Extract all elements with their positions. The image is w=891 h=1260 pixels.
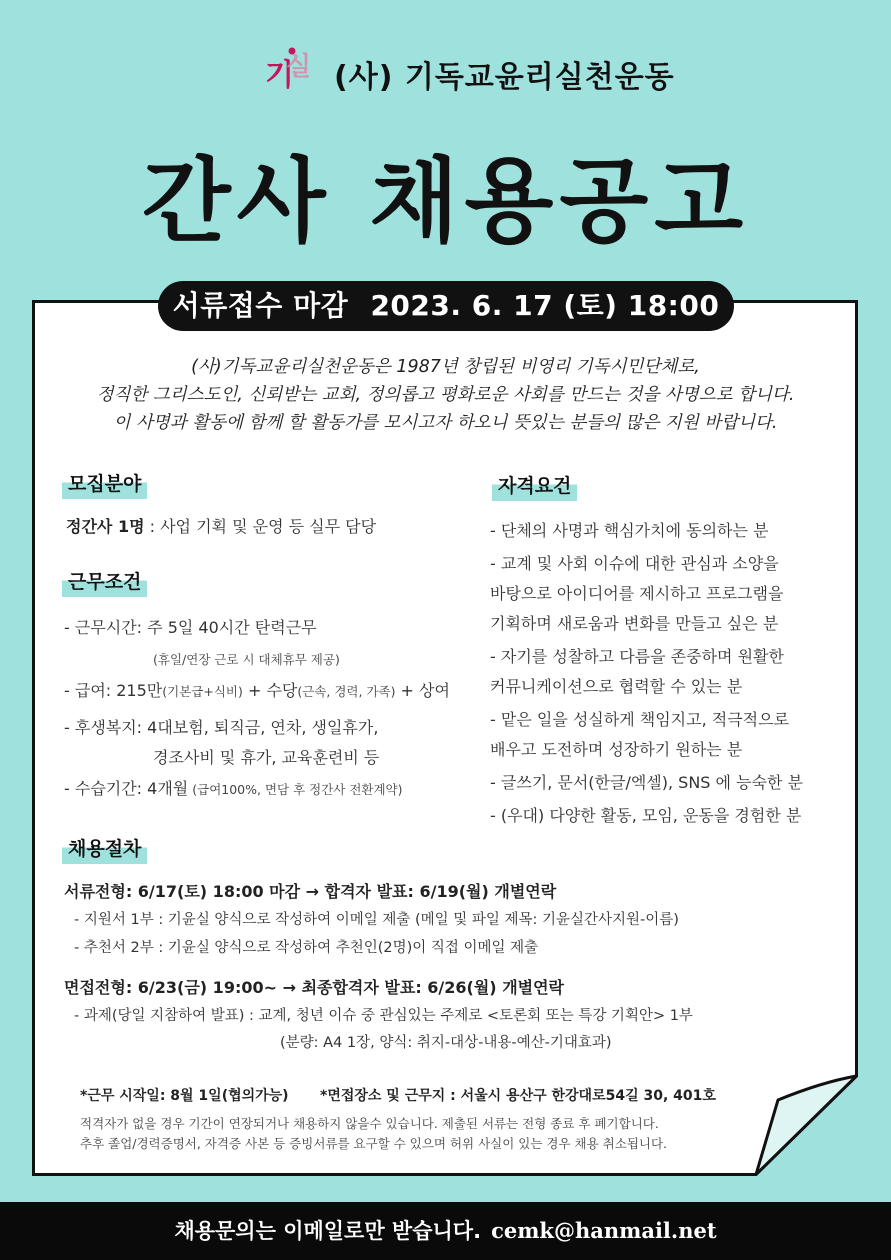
probation-period: - 수습기간: 4개월 <box>64 779 189 798</box>
intro-line: (사)기독교윤리실천운동은 1987년 창립된 비영리 기독시민단체로, <box>191 357 700 377</box>
contact-footer <box>0 1202 891 1260</box>
list-item: - 자기를 성찰하고 다름을 존중하며 원활한 <box>490 647 784 666</box>
document-stage: 서류전형: 6/17(토) 18:00 마감 → 합격자 발표: 6/19(월) 개별연락 <box>64 882 557 901</box>
interview-assignment-format: (분량: A4 1장, 양식: 취지-대상-내용-예산-기대효과) <box>280 1035 612 1051</box>
deadline-label: 서류접수 마감 <box>172 289 349 322</box>
organization-name: (사) 기독교윤리실천운동 <box>334 60 675 95</box>
process-heading: 채용절차 <box>62 834 147 864</box>
start-date-note: *근무 시작일: 8월 1일(협의가능) <box>80 1088 289 1104</box>
qualifications-heading: 자격요건 <box>492 471 577 501</box>
list-item: 바탕으로 아이디어를 제시하고 프로그램을 <box>490 584 784 603</box>
list-item: 커뮤니케이션으로 협력할 수 있는 분 <box>490 677 743 696</box>
intro-text <box>40 353 851 437</box>
salary-base-note: (기본급+식비) <box>162 684 243 699</box>
list-item: 배우고 도전하며 성장하기 원하는 분 <box>490 740 743 759</box>
svg-text:실: 실 <box>286 52 312 82</box>
deadline-banner <box>158 281 734 331</box>
svg-text:기: 기 <box>265 58 294 93</box>
probation-line <box>64 774 403 805</box>
interview-assignment: - 과제(당일 지참하여 발표) : 교계, 청년 이슈 중 관심있는 주제로 <토론회 또는 특강 기획안> 1부 <box>74 1008 693 1024</box>
intro-line: 정직한 그리스도인, 신뢰받는 교회, 정의롭고 평화로운 사회를 만드는 것을 사명으로 합니다. <box>96 385 795 405</box>
list-item: - 단체의 사명과 핵심가치에 동의하는 분 <box>490 521 769 540</box>
document-requirement-1: - 지원서 1부 : 기윤실 양식으로 작성하여 이메일 제출 (메일 및 파일 제목: 기윤실간사지원-이름) <box>74 912 679 928</box>
deadline-date: 2023. 6. 17 (토) 18:00 <box>370 289 720 322</box>
salary-allowance-note: (근속, 경력, 가족) <box>297 684 396 699</box>
qualifications-list <box>490 516 803 831</box>
contact-email[interactable]: cemk@hanmail.net <box>491 1218 717 1243</box>
work-hours-note: (휴일/연장 근로 시 대체휴무 제공) <box>153 652 340 667</box>
list-item: - 글쓰기, 문서(한글/엑셀), SNS 에 능숙한 분 <box>490 773 804 792</box>
salary-base: - 급여: 215만 <box>64 681 163 700</box>
list-item: - (우대) 다양한 활동, 모임, 운동을 경험한 분 <box>490 806 802 825</box>
workplace-note: *면접장소 및 근무지 : 서울시 용산구 한강대로54길 30, 401호 <box>320 1088 716 1104</box>
welfare-line-2: 경조사비 및 휴가, 교육훈련비 등 <box>153 748 380 767</box>
intro-line: 이 사명과 활동에 함께 할 활동가를 모시고자 하오니 뜻있는 분들의 많은 지원 바랍니다. <box>113 413 778 433</box>
interview-stage: 면접전형: 6/23(금) 19:00~ → 최종합격자 발표: 6/26(월) 개별연락 <box>64 978 565 997</box>
work-hours: - 근무시간: 주 5일 40시간 탄력근무 <box>64 618 317 637</box>
recruit-position: 정간사 1명 <box>66 517 145 536</box>
probation-note: (급여100%, 면담 후 정간사 전환계약) <box>188 782 403 797</box>
disclaimer-line-2: 추후 졸업/경력증명서, 자격증 사본 등 증빙서류를 요구할 수 있으며 허위 사실이 있는 경우 채용 취소됩니다. <box>80 1136 668 1151</box>
document-requirement-2: - 추천서 2부 : 기윤실 양식으로 작성하여 추천인(2명)이 직접 이메일 제출 <box>74 940 539 956</box>
salary-line <box>64 676 450 707</box>
contact-label: 채용문의는 이메일로만 받습니다. <box>174 1219 482 1243</box>
organization-logo <box>262 45 320 103</box>
welfare-line-1: - 후생복지: 4대보험, 퇴직금, 연차, 생일휴가, <box>64 718 379 737</box>
recruit-heading: 모집분야 <box>62 469 147 499</box>
list-item: - 교계 및 사회 이슈에 대한 관심과 소양을 <box>490 554 779 573</box>
page-title: 간사 채용공고 <box>141 148 750 255</box>
recruit-position-line <box>66 512 376 542</box>
salary-allowance: + 수당 <box>242 681 298 700</box>
disclaimer-line-1: 적격자가 없을 경우 기간이 연장되거나 채용하지 않을수 있습니다. 제출된 서류는 전형 종료 후 폐기합니다. <box>80 1116 659 1131</box>
list-item: 기획하며 새로움과 변화를 만들고 싶은 분 <box>490 614 779 633</box>
list-item: - 맡은 일을 성실하게 책임지고, 적극적으로 <box>490 710 790 729</box>
conditions-heading: 근무조건 <box>62 567 147 597</box>
recruit-desc: : 사업 기획 및 운영 등 실무 담당 <box>144 517 377 536</box>
salary-bonus: + 상여 <box>395 681 450 700</box>
